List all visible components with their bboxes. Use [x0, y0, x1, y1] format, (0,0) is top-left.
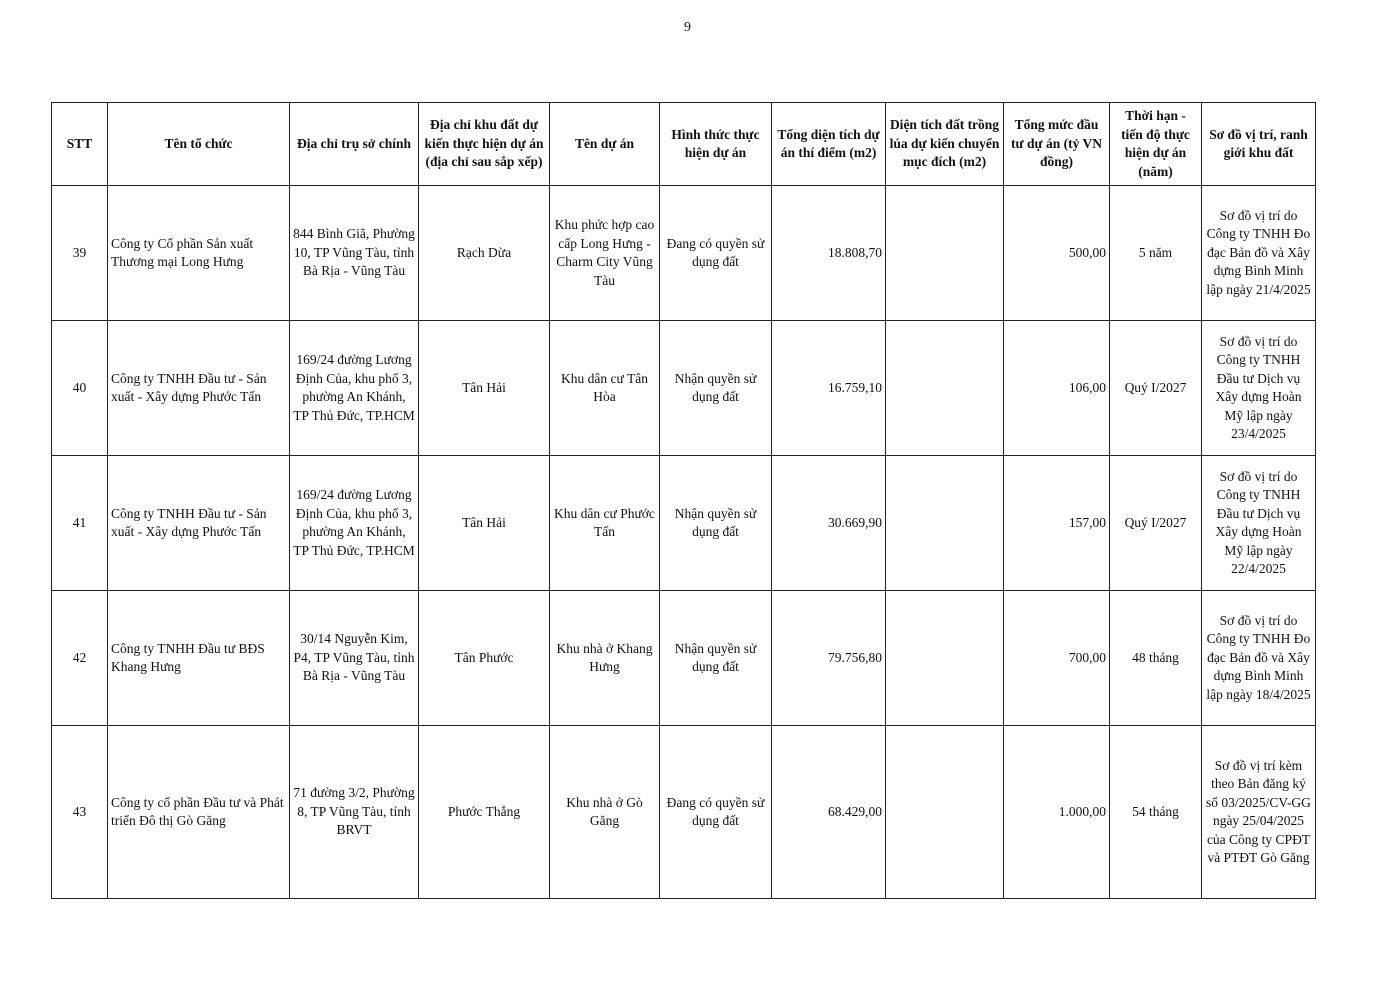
cell-area: 30.669,90	[772, 456, 886, 591]
cell-site: Tân Hải	[419, 456, 550, 591]
cell-site: Tân Phước	[419, 591, 550, 726]
cell-invest: 1.000,00	[1004, 726, 1110, 899]
cell-org: Công ty TNHH Đầu tư BĐS Khang Hưng	[108, 591, 290, 726]
header-rice: Diện tích đất trồng lúa dự kiến chuyển mục đích (m2)	[886, 103, 1004, 186]
cell-project: Khu dân cư Phước Tấn	[550, 456, 660, 591]
cell-map: Sơ đồ vị trí do Công ty TNHH Đo đạc Bản đồ và Xây dựng Bình Minh lập ngày 21/4/2025	[1202, 186, 1316, 321]
cell-org: Công ty cổ phần Đầu tư và Phát triển Đô thị Gò Găng	[108, 726, 290, 899]
cell-time: 5 năm	[1110, 186, 1202, 321]
cell-address: 844 Bình Giã, Phường 10, TP Vũng Tàu, tỉnh Bà Rịa - Vũng Tàu	[290, 186, 419, 321]
header-map: Sơ đồ vị trí, ranh giới khu đất	[1202, 103, 1316, 186]
header-time: Thời hạn - tiến độ thực hiện dự án (năm)	[1110, 103, 1202, 186]
header-project: Tên dự án	[550, 103, 660, 186]
cell-stt: 41	[52, 456, 108, 591]
cell-rice	[886, 591, 1004, 726]
cell-address: 71 đường 3/2, Phường 8, TP Vũng Tàu, tỉnh BRVT	[290, 726, 419, 899]
page-number: 9	[684, 20, 691, 35]
cell-org: Công ty TNHH Đầu tư - Sản xuất - Xây dựng Phước Tấn	[108, 321, 290, 456]
cell-rice	[886, 726, 1004, 899]
cell-stt: 40	[52, 321, 108, 456]
cell-rice	[886, 321, 1004, 456]
cell-area: 18.808,70	[772, 186, 886, 321]
cell-form: Đang có quyền sử dụng đất	[660, 726, 772, 899]
cell-form: Nhận quyền sử dụng đất	[660, 456, 772, 591]
cell-project: Khu dân cư Tân Hòa	[550, 321, 660, 456]
cell-invest: 500,00	[1004, 186, 1110, 321]
cell-org: Công ty Cổ phần Sản xuất Thương mại Long Hưng	[108, 186, 290, 321]
header-stt: STT	[52, 103, 108, 186]
cell-map: Sơ đồ vị trí kèm theo Bản đăng ký số 03/2025/CV-GG ngày 25/04/2025 của Công ty CPĐT và PTĐT Gò Găng	[1202, 726, 1316, 899]
cell-invest: 106,00	[1004, 321, 1110, 456]
cell-form: Nhận quyền sử dụng đất	[660, 321, 772, 456]
projects-table	[51, 102, 1316, 899]
cell-time: 54 tháng	[1110, 726, 1202, 899]
header-site: Địa chỉ khu đất dự kiến thực hiện dự án (địa chỉ sau sắp xếp)	[419, 103, 550, 186]
cell-address: 169/24 đường Lương Định Của, khu phố 3, phường An Khánh, TP Thủ Đức, TP.HCM	[290, 321, 419, 456]
table-header-row	[52, 103, 1316, 186]
cell-project: Khu phức hợp cao cấp Long Hưng - Charm City Vũng Tàu	[550, 186, 660, 321]
cell-project: Khu nhà ở Gò Găng	[550, 726, 660, 899]
table-row	[52, 591, 1316, 726]
cell-stt: 42	[52, 591, 108, 726]
header-form: Hình thức thực hiện dự án	[660, 103, 772, 186]
cell-site: Tân Hải	[419, 321, 550, 456]
header-area: Tổng diện tích dự án thí điểm (m2)	[772, 103, 886, 186]
cell-invest: 700,00	[1004, 591, 1110, 726]
cell-rice	[886, 186, 1004, 321]
cell-map: Sơ đồ vị trí do Công ty TNHH Đo đạc Bản đồ và Xây dựng Bình Minh lập ngày 18/4/2025	[1202, 591, 1316, 726]
header-invest: Tổng mức đầu tư dự án (tỷ VN đồng)	[1004, 103, 1110, 186]
table-row	[52, 456, 1316, 591]
cell-map: Sơ đồ vị trí do Công ty TNHH Đầu tư Dịch vụ Xây dựng Hoàn Mỹ lập ngày 22/4/2025	[1202, 456, 1316, 591]
cell-form: Đang có quyền sử dụng đất	[660, 186, 772, 321]
cell-project: Khu nhà ở Khang Hưng	[550, 591, 660, 726]
cell-map: Sơ đồ vị trí do Công ty TNHH Đầu tư Dịch vụ Xây dựng Hoàn Mỹ lập ngày 23/4/2025	[1202, 321, 1316, 456]
cell-invest: 157,00	[1004, 456, 1110, 591]
cell-time: Quý I/2027	[1110, 456, 1202, 591]
cell-address: 169/24 đường Lương Định Của, khu phố 3, phường An Khánh, TP Thủ Đức, TP.HCM	[290, 456, 419, 591]
cell-site: Phước Thắng	[419, 726, 550, 899]
table-row	[52, 321, 1316, 456]
cell-area: 16.759,10	[772, 321, 886, 456]
cell-rice	[886, 456, 1004, 591]
cell-time: 48 tháng	[1110, 591, 1202, 726]
cell-time: Quý I/2027	[1110, 321, 1202, 456]
cell-area: 79.756,80	[772, 591, 886, 726]
table-row	[52, 186, 1316, 321]
cell-address: 30/14 Nguyễn Kim, P4, TP Vũng Tàu, tỉnh Bà Rịa - Vũng Tàu	[290, 591, 419, 726]
cell-form: Nhận quyền sử dụng đất	[660, 591, 772, 726]
header-address: Địa chỉ trụ sở chính	[290, 103, 419, 186]
cell-stt: 43	[52, 726, 108, 899]
table-row	[52, 726, 1316, 899]
cell-site: Rạch Dừa	[419, 186, 550, 321]
header-org: Tên tổ chức	[108, 103, 290, 186]
cell-org: Công ty TNHH Đầu tư - Sản xuất - Xây dựng Phước Tấn	[108, 456, 290, 591]
cell-stt: 39	[52, 186, 108, 321]
cell-area: 68.429,00	[772, 726, 886, 899]
